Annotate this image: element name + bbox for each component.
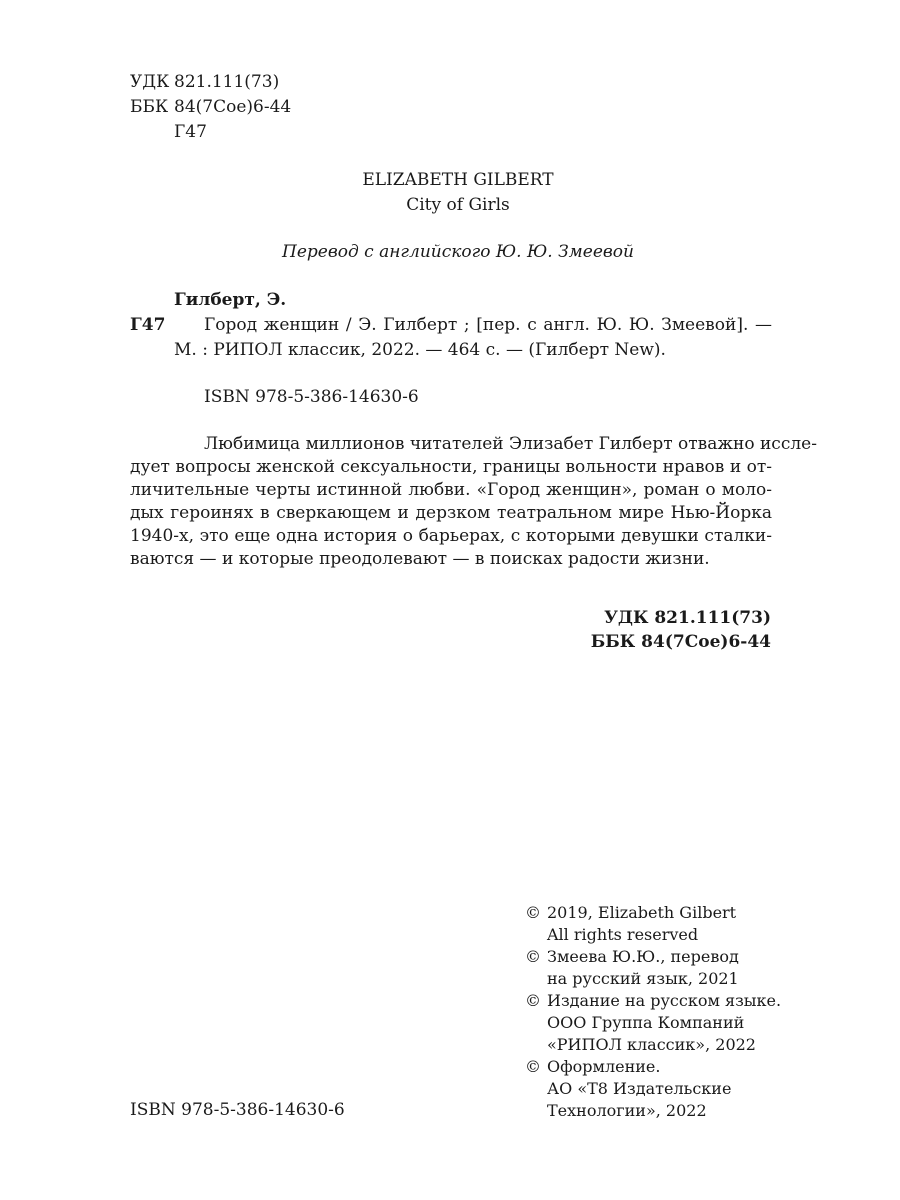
copyright-line: Оформление. [547,1057,661,1076]
bib-heading: Гилберт, Э. [174,290,287,310]
annotation-line: Любимица миллионов читателей Элизабет Гилберт отважно иссле- [204,434,817,454]
bib-line-1: Город женщин / Э. Гилберт ; [пер. с англ. Ю. Ю. Змеевой]. — [204,315,772,335]
annotation-line: дует вопросы женской сексуальности, границы вольности нравов и от- [130,457,772,477]
translation-note: Перевод с английского Ю. Ю. Змеевой [282,242,634,262]
copyright-line: «РИПОЛ классик», 2022 [547,1035,756,1054]
copyright-entry [525,946,785,990]
index-bbk: ББК 84(7Сое)6-44 [590,632,771,652]
udk-value: 821.111(73) [174,72,280,92]
bbk-value: 84(7Сое)6-44 [174,97,292,117]
footer-isbn: ISBN 978-5-386-14630-6 [130,1100,345,1120]
annotation-line: личительные черты истинной любви. «Город женщин», роман о моло- [130,480,772,500]
copyright-block [525,902,785,1122]
bib-isbn: ISBN 978-5-386-14630-6 [204,387,419,407]
annotation [130,433,817,571]
copyright-entry [525,902,785,946]
bib-sign: Г47 [130,315,166,335]
author-sign: Г47 [174,122,207,142]
annotation-line: дых героинях в сверкающем и дерзком театральном мире Нью-Йорка [130,503,772,523]
copyright-line: All rights reserved [547,925,699,944]
copyright-line: ООО Группа Компаний [547,1013,745,1032]
copyright-line: АО «Т8 Издательские [547,1079,732,1098]
udk-label: УДК [130,72,170,92]
copyright-entry [525,990,785,1056]
original-author: ELIZABETH GILBERT [362,170,554,190]
copyright-symbol: © [525,947,541,966]
copyright-line: 2019, Elizabeth Gilbert [547,903,737,922]
copyright-line: Технологии», 2022 [547,1101,707,1120]
index-codes [591,606,771,654]
original-title: City of Girls [406,195,510,215]
annotation-line: ваются — и которые преодолевают — в поисках радости жизни. [130,549,710,569]
copyright-line: Издание на русском языке. [547,991,782,1010]
bib-line-2: М. : РИПОЛ классик, 2022. — 464 с. — (Гилберт New). [174,340,666,360]
copyright-line: на русский язык, 2021 [547,969,739,988]
index-udk: УДК 821.111(73) [604,608,771,628]
bbk-label: ББК [130,97,169,117]
copyright-line: Змеева Ю.Ю., перевод [547,947,739,966]
annotation-line: 1940-х, это еще одна история о барьерах, с которыми девушки сталки- [130,526,772,546]
copyright-entry [525,1056,785,1122]
copyright-symbol: © [525,1057,541,1076]
copyright-symbol: © [525,991,541,1010]
copyright-symbol: © [525,903,541,922]
